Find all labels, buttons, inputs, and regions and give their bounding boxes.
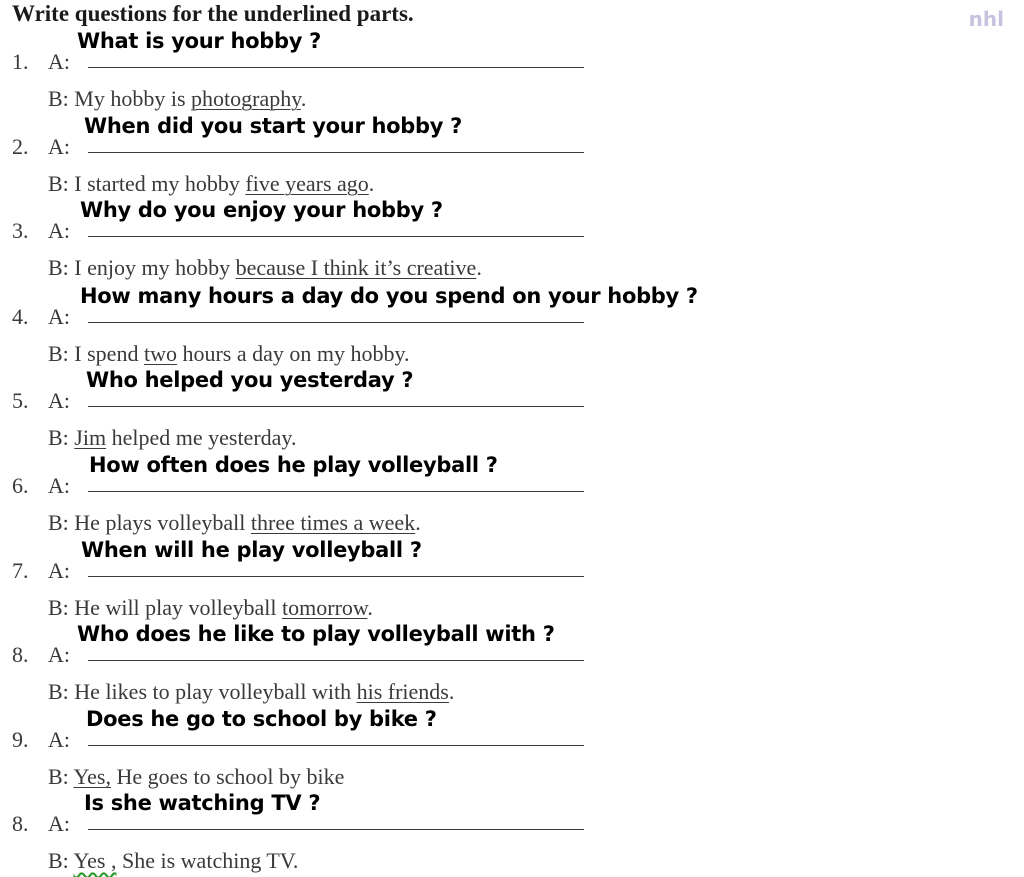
- b-line: [48, 848, 298, 874]
- item-number: 8.: [12, 811, 29, 836]
- item-number: 2.: [12, 134, 29, 159]
- a-label: A:: [48, 558, 70, 583]
- underlined-part: two: [143, 341, 177, 366]
- a-label: A:: [48, 811, 70, 836]
- b-line: [48, 595, 373, 621]
- b-label: B:: [48, 510, 69, 535]
- answer-line: [88, 829, 584, 830]
- item-number: 9.: [12, 727, 29, 752]
- item-number: 7.: [12, 558, 29, 583]
- a-label: A:: [48, 134, 70, 159]
- b-text-before: He plays volleyball: [74, 510, 251, 535]
- answer-text[interactable]: When will he play volleyball ?: [81, 538, 422, 562]
- b-text-after: .: [300, 86, 307, 111]
- answer-line: [88, 491, 584, 492]
- b-label: B:: [48, 86, 69, 111]
- item-number: 1.: [12, 49, 29, 74]
- item-number: 5.: [12, 388, 29, 413]
- b-label: B:: [48, 764, 69, 789]
- answer-text[interactable]: How many hours a day do you spend on your hobby ?: [80, 284, 698, 308]
- underlined-part: because I think it’s creative: [235, 255, 477, 280]
- answer-text[interactable]: Who helped you yesterday ?: [86, 368, 414, 392]
- question-item-9: [0, 709, 1024, 793]
- b-label: B:: [48, 679, 69, 704]
- question-item-4: [0, 286, 1024, 370]
- question-item-10: [0, 793, 1024, 877]
- b-label: B:: [48, 848, 69, 873]
- b-line: [48, 171, 374, 197]
- worksheet-title: Write questions for the underlined parts.: [12, 1, 414, 26]
- b-line: [48, 679, 454, 705]
- watermark: nhl: [968, 7, 1004, 31]
- question-item-8: [0, 624, 1024, 708]
- b-line: [48, 764, 344, 790]
- question-item-3: [0, 200, 1024, 284]
- question-item-5: [0, 370, 1024, 454]
- b-text-before: I started my hobby: [74, 171, 246, 196]
- a-label: A:: [48, 388, 70, 413]
- question-item-7: [0, 540, 1024, 624]
- b-line: [48, 255, 482, 281]
- underlined-part: Jim: [74, 425, 107, 450]
- question-item-1: [0, 31, 1024, 115]
- b-label: B:: [48, 255, 69, 280]
- question-item-2: [0, 116, 1024, 200]
- question-item-6: [0, 455, 1024, 539]
- a-label: A:: [48, 304, 70, 329]
- answer-text[interactable]: Is she watching TV ?: [84, 791, 321, 815]
- b-text-before: I enjoy my hobby: [74, 255, 236, 280]
- b-text-after: .: [368, 171, 375, 196]
- b-text-after: hours a day on my hobby.: [176, 341, 410, 366]
- a-label: A:: [48, 49, 70, 74]
- b-text-before: I spend: [74, 341, 144, 366]
- b-line: [48, 86, 306, 112]
- underlined-part: tomorrow: [282, 595, 368, 620]
- answer-line: [88, 322, 584, 323]
- b-text-after: .: [448, 679, 455, 704]
- b-text-after: .: [367, 595, 373, 620]
- underlined-part: his friends: [356, 679, 449, 704]
- a-label: A:: [48, 218, 70, 243]
- b-line: [48, 341, 410, 367]
- answer-line: [88, 236, 584, 237]
- answer-text[interactable]: Does he go to school by bike ?: [86, 707, 437, 731]
- answer-text[interactable]: How often does he play volleyball ?: [89, 453, 498, 477]
- answer-line: [88, 660, 584, 661]
- b-text-after: He goes to school by bike: [111, 764, 345, 789]
- answer-line: [88, 576, 584, 577]
- answer-line: [88, 745, 584, 746]
- a-label: A:: [48, 642, 70, 667]
- underlined-part: photography: [191, 86, 301, 111]
- b-text-before: He will play volleyball: [74, 595, 283, 620]
- b-text-before: My hobby is: [74, 86, 192, 111]
- b-text-before: He likes to play volleyball with: [74, 679, 357, 704]
- answer-line: [88, 406, 584, 407]
- item-number: 8.: [12, 642, 29, 667]
- answer-text[interactable]: When did you start your hobby ?: [84, 114, 463, 138]
- underlined-part: Yes ,: [73, 848, 117, 873]
- answer-line: [88, 152, 584, 153]
- b-line: [48, 425, 296, 451]
- b-text-after: She is watching TV.: [116, 848, 299, 873]
- b-label: B:: [48, 341, 69, 366]
- a-label: A:: [48, 727, 70, 752]
- answer-text[interactable]: Why do you enjoy your hobby ?: [80, 198, 443, 222]
- b-text-after: .: [476, 255, 482, 280]
- item-number: 3.: [12, 218, 29, 243]
- underlined-part: five years ago: [245, 171, 369, 196]
- item-number: 6.: [12, 473, 29, 498]
- b-label: B:: [48, 425, 69, 450]
- underlined-part: three times a week: [250, 510, 416, 535]
- answer-text[interactable]: What is your hobby ?: [77, 29, 322, 53]
- b-label: B:: [48, 595, 69, 620]
- answer-line: [88, 67, 584, 68]
- b-line: [48, 510, 421, 536]
- answer-text[interactable]: Who does he like to play volleyball with ?: [77, 622, 555, 646]
- item-number: 4.: [12, 304, 29, 329]
- b-label: B:: [48, 171, 69, 196]
- underlined-part: Yes,: [73, 764, 111, 789]
- b-text-after: .: [415, 510, 421, 535]
- a-label: A:: [48, 473, 70, 498]
- b-text-after: helped me yesterday.: [106, 425, 297, 450]
